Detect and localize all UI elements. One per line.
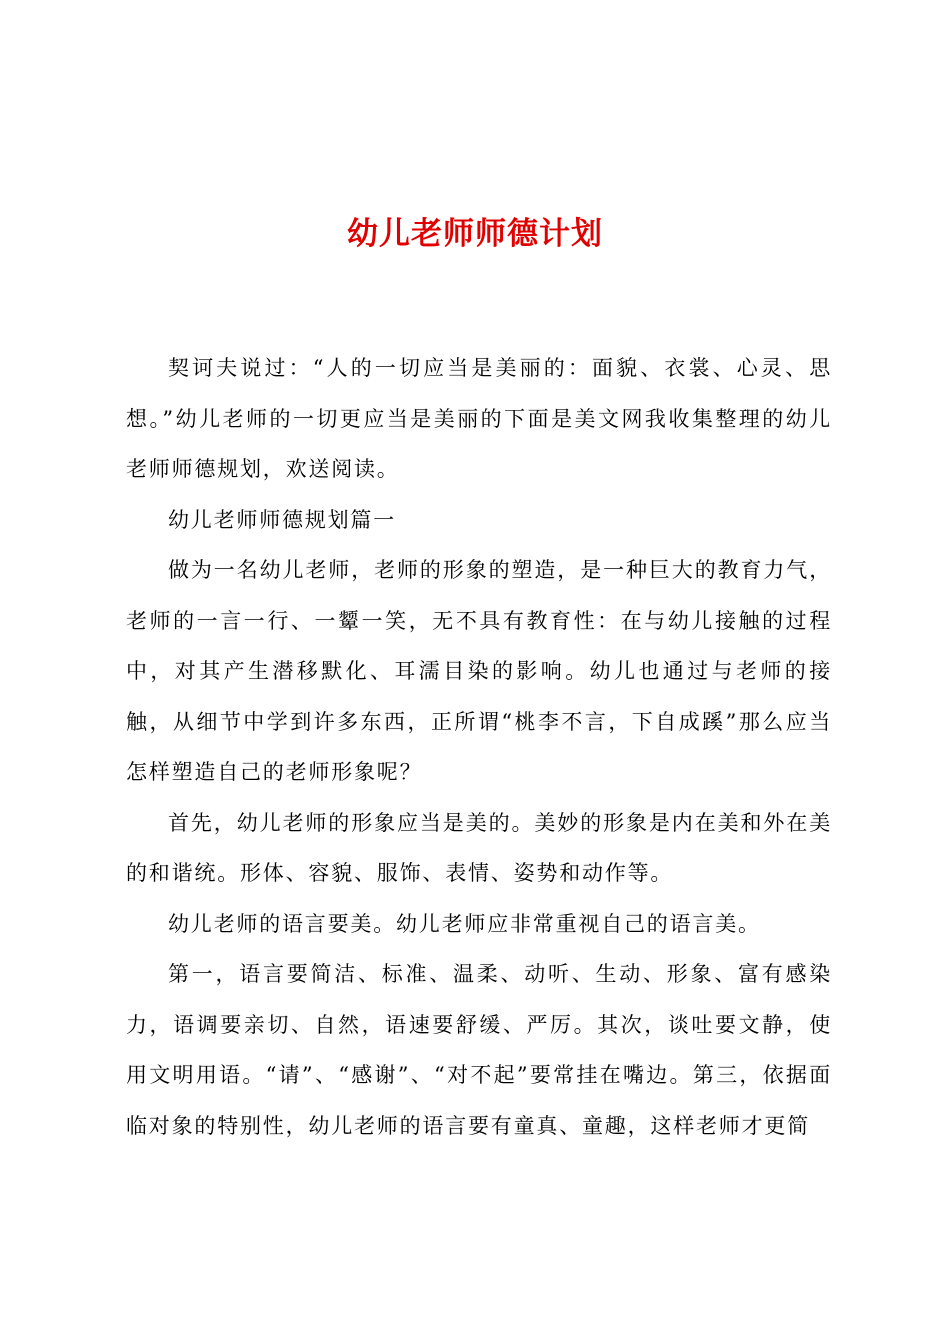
paragraph-beauty: 首先，幼儿老师的形象应当是美的。美妙的形象是内在美和外在美的和谐统。形体、容貌、服饰、表情、姿势和动作等。 bbox=[126, 810, 832, 885]
paragraph-language: 幼儿老师的语言要美。幼儿老师应非常重视自己的语言美。 bbox=[168, 911, 761, 936]
paragraph-language-details: 第一，语言要简洁、标准、温柔、动听、生动、形象、富有感染力，语调要亲切、自然，语速要舒缓、严厉。其次，谈吐要文静，使用文明用语。“请”、“感谢”、“对不起”要常挂在嘴边。第三，依据面临对象的特别性，幼儿老师的语言要有童真、童趣，这样老师才更简 bbox=[126, 962, 832, 1138]
document-body bbox=[126, 343, 832, 1151]
paragraph-intro: 契诃夫说过：“人的一切应当是美丽的：面貌、衣裳、心灵、思想。”幼儿老师的一切更应当是美丽的下面是美文网我收集整理的幼儿老师师德规划，欢送阅读。 bbox=[126, 356, 832, 481]
document-title: 幼儿老师师德计划 bbox=[347, 216, 603, 252]
paragraph-teacher-image: 做为一名幼儿老师，老师的形象的塑造，是一种巨大的教育力气，老师的一言一行、一颦一笑，无不具有教育性：在与幼儿接触的过程中，对其产生潜移默化、耳濡目染的影响。幼儿也通过与老师的接触，从细节中学到许多东西，正所谓“桃李不言，下自成蹊”那么应当怎样塑造自己的老师形象呢？ bbox=[126, 558, 832, 784]
paragraph-section-heading: 幼儿老师师德规划篇一 bbox=[168, 507, 396, 532]
